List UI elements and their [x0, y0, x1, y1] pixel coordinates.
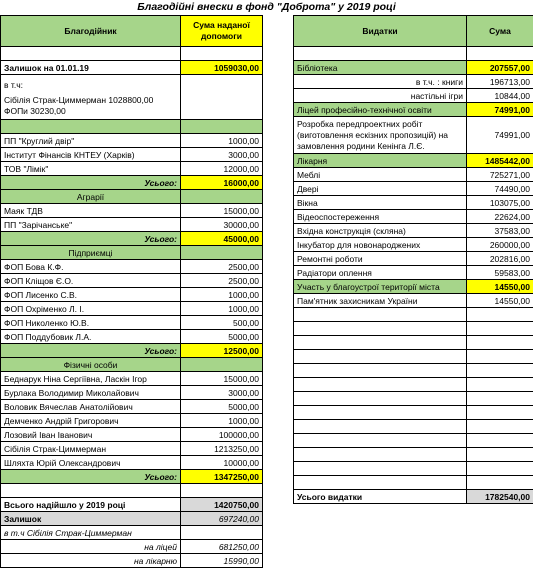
table-row: Вхідна конструкція (скляна) 37583,00 [294, 224, 533, 238]
expenses-header [294, 16, 533, 47]
lyceum-row: Ліцей професійно-технічної освіти 74991,00 [294, 103, 533, 117]
total-received-row [1, 498, 263, 512]
table-row: Розробка передпроектних робіт (виготовлення ескізних пропозицій) на замовлення родини Кенінга Л.Є. 74991,00 [294, 117, 533, 154]
table-row: на ліцей 681250,00 [1, 540, 263, 554]
table-row: Шляхта Юрій Олександрович 10000,00 [1, 456, 263, 470]
table-row: ФОП Поддубовик Л.А. 5000,00 [1, 330, 263, 344]
donations-table [0, 15, 263, 568]
donations-header [1, 16, 263, 47]
table-row: Ремонтні роботи 202816,00 [294, 252, 533, 266]
table-row: Воловик Вячеслав Анатолійович 5000,00 [1, 400, 263, 414]
table-row: Бурлака Володимир Миколайович 3000,00 [1, 386, 263, 400]
subtotal-row: Усього: 45000,00 [1, 232, 263, 246]
page-title: Благодійні внески в фонд "Доброта" у 2019 році [137, 1, 396, 13]
total-expenses-row [294, 490, 533, 504]
expense-header: Видатки [294, 16, 467, 47]
donor-header: Благодійник [1, 16, 181, 47]
table-row: ТОВ "Лімік" 12000,00 [1, 162, 263, 176]
table-row: ПП "Зарічанське" 30000,00 [1, 218, 263, 232]
table-row: Радіатори оплення 59583,00 [294, 266, 533, 280]
balance-end-row [1, 512, 263, 526]
total-received-value: 1420750,00 [181, 498, 263, 512]
table-row: ФОП Николенко Ю.В. 500,00 [1, 316, 263, 330]
table-row: Інститут Фінансів КНТЕУ (Харків) 3000,00 [1, 148, 263, 162]
table-row: на лікарню 15990,00 [1, 554, 263, 568]
table-row: в т.ч. : книги 196713,00 [294, 75, 533, 89]
table-row: Двері 74490,00 [294, 182, 533, 196]
total-expenses-label: Усього видатки [294, 490, 467, 504]
subtotal-row: Усього: 1347250,00 [1, 470, 263, 484]
balance-note: в т.ч: Сібілія Страк-Циммерман 1028800,00 ФОПи 30230,00 [1, 75, 181, 120]
table-row: Інкубатор для новонароджених 260000,00 [294, 238, 533, 252]
balance-end-label: Залишок [1, 512, 181, 526]
balance-start-row [1, 61, 263, 75]
subtotal-row: Усього: 16000,00 [1, 176, 263, 190]
subtotal-row: Усього: 12500,00 [1, 344, 263, 358]
table-row: ФОП Охріменко Л. І. 1000,00 [1, 302, 263, 316]
balance-end-value: 697240,00 [181, 512, 263, 526]
section-header: Фізичні особи [1, 358, 263, 372]
table-row: Меблі 725271,00 [294, 168, 533, 182]
hospital-row: Лікарня 1485442,00 [294, 154, 533, 168]
table-row: Маяк ТДВ 15000,00 [1, 204, 263, 218]
total-expenses-value: 1782540,00 [467, 490, 533, 504]
sum-header: Сума [467, 16, 533, 47]
balance-note-row [1, 75, 263, 120]
table-row: Відеоспостереження 22624,00 [294, 210, 533, 224]
table-row: Демченко Андрій Григорович 1000,00 [1, 414, 263, 428]
table-row: Беднарук Ніна Сергіївна, Ласкін Ігор 15000,00 [1, 372, 263, 386]
table-row: Сібілія Страк-Циммерман 1213250,00 [1, 442, 263, 456]
table-row: настільні ігри 10844,00 [294, 89, 533, 103]
table-row: ФОП Бова К.Ф. 2500,00 [1, 260, 263, 274]
table-row: ПП "Круглий двір" 1000,00 [1, 134, 263, 148]
total-received-label: Всього надійшло у 2019 році [1, 498, 181, 512]
section-header: Підприємці [1, 246, 263, 260]
balance-start-label: Залишок на 01.01.19 [1, 61, 181, 75]
table-row: Вікна 103075,00 [294, 196, 533, 210]
section-header: Аграрії [1, 190, 263, 204]
amount-header: Сума наданої допомоги [181, 16, 263, 47]
balance-start-value: 1059030,00 [181, 61, 263, 75]
table-row: ФОП Кліщов Є.О. 2500,00 [1, 274, 263, 288]
table-row: ФОП Лисенко С.В. 1000,00 [1, 288, 263, 302]
improvement-row: Участь у благоустрої території міста 14550,00 [294, 280, 533, 294]
table-row: Лозовий Іван Іванович 100000,00 [1, 428, 263, 442]
table-row: в т.ч Сібілія Страк-Циммерман [1, 526, 263, 540]
library-row: Бібліотека 207557,00 [294, 61, 533, 75]
expenses-table [293, 15, 533, 504]
table-row: Пам'ятник захисникам України 14550,00 [294, 294, 533, 308]
